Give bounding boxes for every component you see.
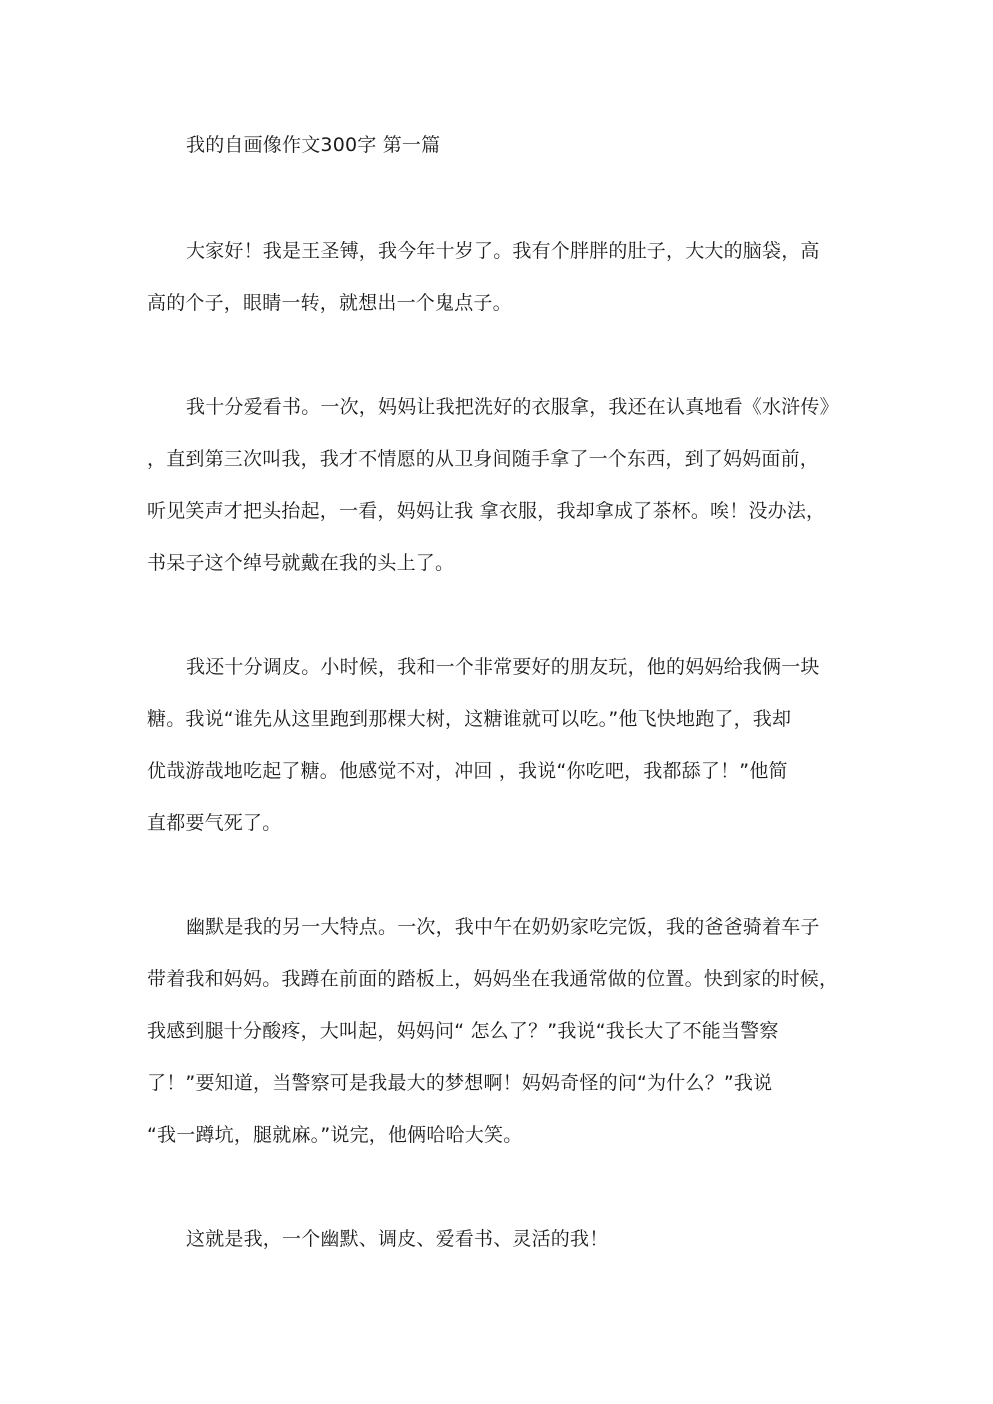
paragraph-4-line-2: 带着我和妈妈。我蹲在前面的踏板上，妈妈坐在我通常做的位置。快到家的时候， <box>147 968 839 990</box>
paragraph-5-line-1: 这就是我，一个幽默、调皮、爱看书、灵活的我！ <box>186 1228 609 1250</box>
paragraph-4-line-5: “我一蹲坑，腿就麻。”说完，他俩哈哈大笑。 <box>147 1124 523 1146</box>
paragraph-4-line-1: 幽默是我的另一大特点。一次，我中午在奶奶家吃完饭，我的爸爸骑着车子 <box>186 916 820 938</box>
paragraph-3-line-1: 我还十分调皮。小时候，我和一个非常要好的朋友玩，他的妈妈给我俩一块 <box>186 656 820 678</box>
paragraph-3-line-3: 优哉游哉地吃起了糖。他感觉不对，冲回 ，我说“你吃吧，我都舔了！”他简 <box>147 760 788 782</box>
paragraph-2-line-2: ，直到第三次叫我，我才不情愿的从卫身间随手拿了一个东西，到了妈妈面前， <box>147 448 820 470</box>
paragraph-2-line-3: 听见笑声才把头抬起，一看，妈妈让我 拿衣服，我却拿成了茶杯。唉！没办法， <box>147 500 826 522</box>
paragraph-3-line-2: 糖。我说“谁先从这里跑到那棵大树，这糖谁就可以吃。”他飞快地跑了，我却 <box>147 708 792 730</box>
document-title: 我的自画像作文300字 第一篇 <box>186 134 441 156</box>
paragraph-2-line-4: 书呆子这个绰号就戴在我的头上了。 <box>147 552 455 574</box>
paragraph-2-line-1: 我十分爱看书。一次，妈妈让我把洗好的衣服拿，我还在认真地看《水浒传》 <box>186 396 839 418</box>
paragraph-4-line-4: 了！”要知道，当警察可是我最大的梦想啊！妈妈奇怪的问“为什么？”我说 <box>147 1072 773 1094</box>
paragraph-4-line-3: 我感到腿十分酸疼，大叫起，妈妈问“ 怎么了？”我说“我长大了不能当警察 <box>147 1020 779 1042</box>
paragraph-3-line-4: 直都要气死了。 <box>147 812 282 834</box>
paragraph-1-line-1: 大家好！我是王圣镈，我今年十岁了。我有个胖胖的肚子，大大的脑袋，高 <box>186 240 820 262</box>
paragraph-1-line-2: 高的个子，眼睛一转，就想出一个鬼点子。 <box>147 292 512 314</box>
